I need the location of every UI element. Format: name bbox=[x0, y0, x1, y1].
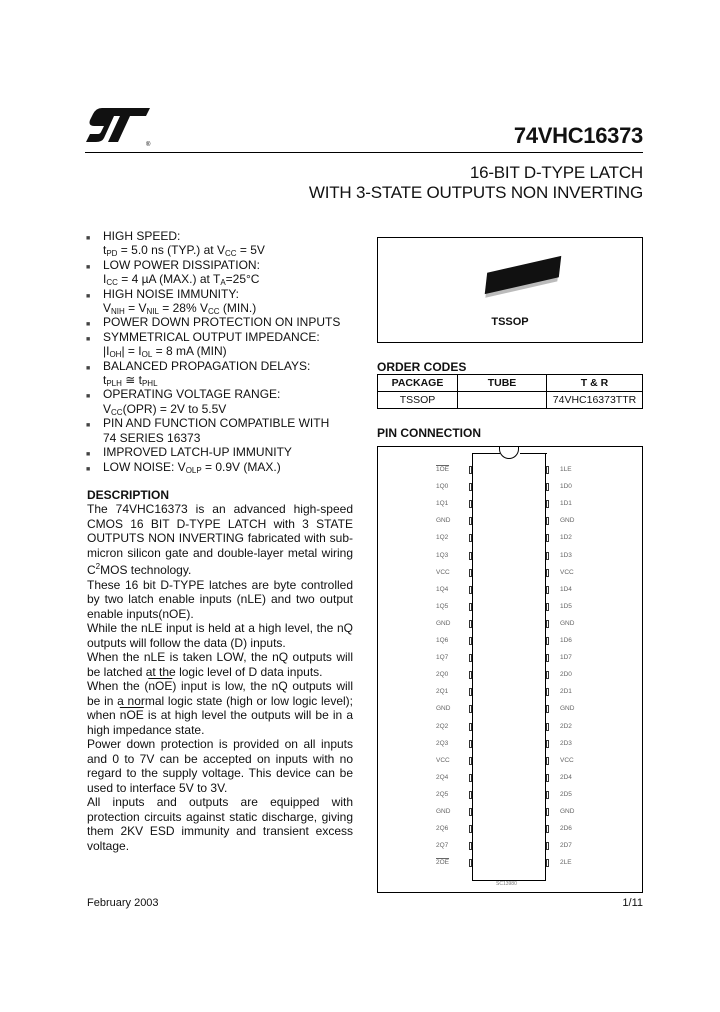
pin-pad bbox=[546, 603, 549, 611]
pin-label-right: GND bbox=[560, 517, 575, 525]
pin-label-left: VCC bbox=[436, 568, 450, 576]
pin-label-right: GND bbox=[560, 619, 575, 627]
pin-pad bbox=[469, 586, 472, 594]
pin-label-left: 2Q3 bbox=[436, 739, 449, 747]
feature-label-text: IMPROVED LATCH-UP IMMUNITY bbox=[103, 445, 292, 460]
feature-label bbox=[103, 416, 356, 430]
features-list bbox=[86, 229, 356, 474]
bullet-icon: ■ bbox=[86, 364, 91, 372]
pin-pad bbox=[546, 466, 549, 474]
text: = V bbox=[124, 301, 147, 316]
subscript: CC bbox=[207, 307, 220, 317]
feature-label-text: HIGH SPEED: bbox=[103, 229, 181, 243]
pin-pad bbox=[469, 859, 472, 867]
subscript: PLH bbox=[106, 379, 122, 389]
pin-label-left: 2Q4 bbox=[436, 773, 449, 781]
pin-label-right: 2D2 bbox=[560, 722, 572, 730]
st-logo bbox=[84, 104, 154, 148]
bullet-icon: ■ bbox=[86, 393, 91, 401]
pin-label-right: GND bbox=[560, 705, 575, 713]
feature-detail bbox=[103, 243, 356, 257]
feature-label bbox=[103, 387, 356, 401]
feature-label-text: BALANCED PROPAGATION DELAYS: bbox=[103, 358, 311, 373]
pin-pad bbox=[546, 688, 549, 696]
feature-detail bbox=[103, 301, 356, 315]
pin-label-left: 1Q6 bbox=[436, 637, 449, 644]
feature-label-text: LOW NOISE: V bbox=[103, 459, 186, 474]
pin-label-left: 2OE bbox=[436, 859, 450, 867]
description-paragraph bbox=[87, 679, 353, 737]
pin-pad bbox=[546, 740, 549, 748]
feature-item bbox=[86, 330, 356, 359]
pin-label-left: GND bbox=[436, 517, 451, 525]
pin-label-left: 2Q5 bbox=[436, 790, 449, 798]
subscript: OL bbox=[141, 350, 153, 360]
pin-pad bbox=[469, 705, 472, 713]
pin-pad bbox=[469, 466, 472, 474]
pin-label-right: 1D4 bbox=[560, 585, 572, 593]
pin-pad bbox=[469, 842, 472, 850]
feature-label bbox=[103, 258, 356, 272]
subscript: OH bbox=[109, 350, 122, 360]
subscript: NIH bbox=[111, 307, 125, 317]
pin-label-right: 2LE bbox=[560, 859, 572, 867]
pin-pad bbox=[546, 757, 549, 765]
table-row bbox=[378, 392, 643, 409]
pin-pad bbox=[546, 774, 549, 782]
feature-item bbox=[86, 416, 356, 445]
pin-pad bbox=[546, 620, 549, 628]
pin-label-left: 1Q0 bbox=[436, 483, 449, 491]
pin-label-left: 1Q2 bbox=[436, 534, 449, 542]
pin-label-right: 1D3 bbox=[560, 551, 572, 559]
description-text bbox=[87, 502, 353, 853]
table-cell bbox=[458, 392, 547, 409]
description-paragraph: While the nLE input is held at a high level, the nQ outputs will follow the data (D) inputs. bbox=[87, 621, 353, 650]
pin-label-left: 2Q7 bbox=[436, 842, 449, 850]
description-paragraph: All inputs and outputs are equipped with protection circuits against static discharge, giving them 2KV ESD immunity and transient excess voltage. bbox=[87, 795, 353, 853]
text: = 5.0 ns (TYP.) at V bbox=[117, 243, 225, 258]
package-label: TSSOP bbox=[491, 316, 529, 328]
subtitle-line-2: WITH 3-STATE OUTPUTS NON INVERTING bbox=[308, 183, 643, 202]
order-codes-table bbox=[377, 374, 643, 409]
text: = 0.9V (MAX.) bbox=[201, 459, 281, 474]
pin-label-right: 2D1 bbox=[560, 688, 572, 696]
description-paragraph: These 16 bit D-TYPE latches are byte controlled by two latch enable inputs (nLE) and two output enable inputs(nOE). bbox=[87, 577, 353, 621]
pin-pad bbox=[469, 757, 472, 765]
pin-label-left: VCC bbox=[436, 756, 450, 764]
subtitle-line-1: 16-BIT D-TYPE LATCH bbox=[469, 163, 643, 182]
pin-pad bbox=[546, 517, 549, 525]
feature-label bbox=[103, 460, 356, 474]
feature-label-text: SYMMETRICAL OUTPUT IMPEDANCE: bbox=[103, 329, 320, 344]
bullet-icon: ■ bbox=[86, 263, 91, 271]
pin-label-left: 1Q3 bbox=[436, 551, 449, 559]
pin-pad bbox=[546, 808, 549, 816]
pin-label-left: GND bbox=[436, 619, 451, 627]
ic-top-edge bbox=[520, 453, 547, 454]
pin-pad bbox=[546, 723, 549, 731]
pin-pad bbox=[469, 723, 472, 731]
pin-label-left: 1Q5 bbox=[436, 602, 449, 610]
subscript: CC bbox=[106, 278, 118, 288]
text: MOS technology. bbox=[100, 563, 192, 577]
text: $\overline{nOE}$ bbox=[119, 708, 144, 722]
bullet-icon: ■ bbox=[86, 422, 91, 430]
pin-pad bbox=[469, 825, 472, 833]
pin-label-right: VCC bbox=[560, 568, 574, 576]
feature-label bbox=[103, 287, 356, 301]
pin-label-left: 1OE bbox=[436, 466, 450, 473]
pin-pad bbox=[546, 586, 549, 594]
text: (OPR) = 2V to 5.5V bbox=[122, 401, 227, 416]
table-header-row bbox=[378, 375, 643, 392]
tssop-package-image bbox=[485, 256, 562, 294]
feature-label-text: HIGH NOISE IMMUNITY: bbox=[103, 286, 240, 301]
pin-pad bbox=[469, 569, 472, 577]
subscript: NIL bbox=[146, 307, 159, 317]
pin-pad bbox=[469, 791, 472, 799]
footer-date: February 2003 bbox=[87, 897, 159, 909]
text: t bbox=[103, 373, 107, 388]
pin-pad bbox=[469, 603, 472, 611]
text: = 5V bbox=[236, 243, 265, 258]
pin-label-right: 2D6 bbox=[560, 825, 572, 833]
pin-label-right: 1D7 bbox=[560, 654, 572, 662]
pin-pad bbox=[546, 671, 549, 679]
feature-item bbox=[86, 258, 356, 287]
description-paragraph: Power down protection is provided on all inputs and 0 to 7V can be accepted on inputs with no regard to the supply voltage. This device can be used to interface 5V to 3V. bbox=[87, 737, 353, 795]
feature-item bbox=[86, 287, 356, 316]
description-paragraph bbox=[87, 502, 353, 578]
pin-label-left: 2Q1 bbox=[436, 688, 449, 696]
pin-label-right: 2D0 bbox=[560, 671, 572, 679]
subscript: PD bbox=[106, 249, 118, 259]
pin-pad bbox=[546, 859, 549, 867]
pin-pad bbox=[469, 534, 472, 542]
feature-item bbox=[86, 315, 356, 329]
text: (MIN.) bbox=[219, 301, 257, 316]
text: ≅ t bbox=[121, 373, 142, 388]
subscript: PHL bbox=[141, 379, 158, 389]
pin1-notch bbox=[499, 447, 519, 459]
pin-label-right: 1D6 bbox=[560, 637, 572, 644]
feature-label bbox=[103, 330, 356, 344]
pin-pad bbox=[546, 483, 549, 491]
pin-label-left: 1Q4 bbox=[436, 585, 449, 593]
bullet-icon: ■ bbox=[86, 465, 91, 473]
pin-pad bbox=[546, 500, 549, 508]
text: V bbox=[103, 401, 112, 416]
feature-label-text: POWER DOWN PROTECTION ON INPUTS bbox=[103, 315, 341, 330]
pin-pad bbox=[546, 637, 549, 645]
pin-pad bbox=[546, 654, 549, 662]
subscript: A bbox=[220, 278, 226, 288]
description-heading: DESCRIPTION bbox=[87, 488, 170, 502]
pin-label-right: 1D1 bbox=[560, 500, 572, 508]
pin-pad bbox=[469, 688, 472, 696]
text: ) input is low, the nQ outputs will be in a normal logic state (high or low logic level); when bbox=[87, 679, 353, 722]
text: | = I bbox=[121, 344, 142, 359]
pin-pad bbox=[546, 552, 549, 560]
text: I bbox=[103, 272, 107, 287]
text: t bbox=[103, 243, 107, 258]
pin-label-left: GND bbox=[436, 705, 451, 713]
pin-pad bbox=[469, 740, 472, 748]
figure-code: SC13980 bbox=[496, 881, 517, 887]
feature-label-text: PIN AND FUNCTION COMPATIBLE WITH bbox=[103, 416, 330, 431]
pin-pad bbox=[546, 842, 549, 850]
feature-item bbox=[86, 460, 356, 474]
feature-label-text: LOW POWER DISSIPATION: bbox=[103, 257, 260, 272]
text: = 4 µA (MAX.) at T bbox=[117, 272, 221, 287]
pin-pad bbox=[469, 808, 472, 816]
feature-label bbox=[103, 229, 356, 243]
pin-label-right: 1D5 bbox=[560, 602, 572, 610]
superscript: 2 bbox=[95, 562, 101, 571]
table-cell: TSSOP bbox=[378, 392, 458, 409]
pin-pad bbox=[546, 825, 549, 833]
header-divider bbox=[85, 152, 643, 153]
bullet-icon: ■ bbox=[86, 292, 91, 300]
pin-pad bbox=[469, 671, 472, 679]
feature-detail bbox=[103, 373, 356, 387]
feature-item bbox=[86, 387, 356, 416]
feature-detail bbox=[103, 272, 356, 286]
text: = 28% V bbox=[158, 301, 208, 316]
text: is at high level the outputs will be in a high impedance state. bbox=[87, 708, 353, 737]
pin-pad bbox=[469, 774, 472, 782]
bullet-icon: ■ bbox=[86, 235, 91, 242]
feature-label-text: OPERATING VOLTAGE RANGE: bbox=[103, 387, 281, 402]
pin-pad bbox=[469, 620, 472, 628]
page-number: 1/11 bbox=[622, 897, 643, 909]
text: V bbox=[103, 301, 112, 316]
pin-pad bbox=[469, 637, 472, 645]
bullet-icon: ■ bbox=[86, 451, 91, 459]
pin-pad bbox=[546, 705, 549, 713]
text: |I bbox=[103, 344, 110, 359]
pin-pad bbox=[546, 569, 549, 577]
subscript: CC bbox=[111, 407, 123, 417]
pin-pad bbox=[469, 552, 472, 560]
feature-item bbox=[86, 359, 356, 388]
pin-pad bbox=[469, 500, 472, 508]
pin-pad bbox=[469, 654, 472, 662]
feature-detail bbox=[103, 344, 356, 358]
feature-item bbox=[86, 445, 356, 459]
pin-label-left: 2Q2 bbox=[436, 722, 449, 730]
pin-pad bbox=[469, 483, 472, 491]
column-header: T & R bbox=[547, 375, 643, 392]
text: 74 SERIES 16373 bbox=[103, 430, 201, 445]
column-header: TUBE bbox=[458, 375, 547, 392]
bullet-icon: ■ bbox=[86, 335, 91, 343]
feature-item bbox=[86, 229, 356, 258]
column-header: PACKAGE bbox=[378, 375, 458, 392]
text: $\overline{nOE}$ bbox=[148, 679, 173, 693]
text: = 8 mA (MIN) bbox=[152, 344, 227, 359]
pin-label-right: 1D2 bbox=[560, 534, 572, 542]
pin-pad bbox=[546, 791, 549, 799]
text: When the ( bbox=[87, 679, 149, 693]
text: The 74VHC16373 is an advanced high-speed CMOS 16 BIT D-TYPE LATCH with 3 STATE OUTPUTS NON INVERTING fabricated with sub-micron silicon gate and double-layer metal wiring C bbox=[87, 502, 353, 577]
pin-label-right: 2D7 bbox=[560, 842, 572, 850]
pin-label-right: GND bbox=[560, 808, 575, 815]
pin-connection-diagram bbox=[377, 446, 643, 893]
feature-label bbox=[103, 359, 356, 373]
feature-label bbox=[103, 315, 356, 329]
product-title: 74VHC16373 bbox=[513, 123, 643, 148]
text: =25°C bbox=[225, 272, 260, 287]
bullet-icon: ■ bbox=[86, 321, 91, 329]
pin-label-left: GND bbox=[436, 808, 451, 815]
pin-label-left: 2Q0 bbox=[436, 671, 449, 679]
svg-text:®: ® bbox=[146, 142, 151, 148]
ic-body bbox=[472, 453, 546, 881]
pin-label-right: VCC bbox=[560, 756, 574, 764]
feature-label bbox=[103, 445, 356, 459]
pin-label-right: 2D5 bbox=[560, 790, 572, 798]
table-cell: 74VHC16373TTR bbox=[547, 392, 643, 409]
subscript: OLP bbox=[185, 465, 202, 475]
pin-label-right: 2D3 bbox=[560, 739, 572, 747]
pin-label-left: 1Q7 bbox=[436, 654, 449, 662]
subscript: CC bbox=[224, 249, 237, 259]
pin-label-right: 1D0 bbox=[560, 483, 572, 491]
description-paragraph: When the nLE is taken LOW, the nQ outputs will be latched at the logic level of D data inputs. bbox=[87, 650, 353, 679]
pin-connection-heading: PIN CONNECTION bbox=[377, 426, 482, 440]
pin-label-right: 1LE bbox=[560, 466, 572, 473]
pin-pad bbox=[546, 534, 549, 542]
ic-top-edge bbox=[473, 453, 500, 454]
pin-label-right: 2D4 bbox=[560, 773, 572, 781]
order-codes-heading: ORDER CODES bbox=[377, 360, 467, 374]
feature-detail bbox=[103, 402, 356, 416]
pin-label-left: 2Q6 bbox=[436, 825, 449, 833]
feature-detail bbox=[103, 431, 356, 445]
pin-label-left: 1Q1 bbox=[436, 500, 449, 508]
pin-pad bbox=[469, 517, 472, 525]
package-image-box bbox=[377, 237, 643, 343]
